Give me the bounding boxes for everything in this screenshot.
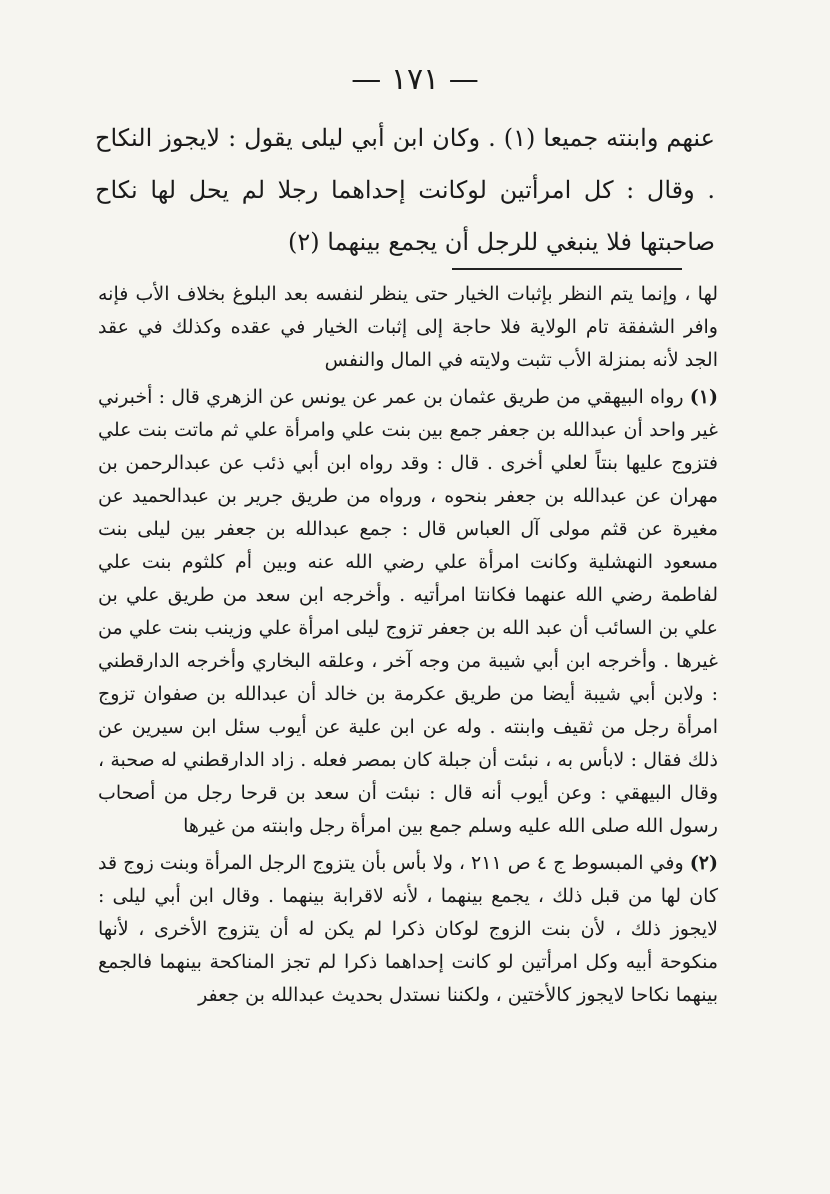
footnote-2-text: وفي المبسوط ج ٤ ص ٢١١ ، ولا بأس بأن يتزوج الرجل المرأة وبنت زوج قد كان لها من قبل ذلك ، يجمع بينهما ، لأنه لاقرابة بينهما . وقال ابن أبي ليلى : لايجوز ذلك ، لأن بنت الزوج لوكان ذكرا لم يكن له أن يتزوج الأخرى ، لأنها منكوحة أبيه وكل امرأتين لو كانت إحداهما ذكرا لم تجز المناكحة بينهما فالجمع بينهما نكاحا لايجوز كالأختين ، ولكننا نستدل بحديث عبدالله بن جعفر	[98, 852, 718, 1006]
main-paragraph: عنهم وابنته جميعا (١) . وكان ابن أبي ليلى يقول : لايجوز النكاح . وقال : كل امرأتين لوكانت إحداهما رجلا لم يحل لها نكاح صاحبتها فلا ينبغي للرجل أن يجمع بينهما (٢)	[95, 124, 715, 256]
footnote-2-marker: (٢)	[689, 852, 718, 874]
footnote-1-text: رواه البيهقي من طريق عثمان بن عمر عن يونس عن الزهري قال : أخبرني غير واحد أن عبدالله بن جعفر جمع بين بنت علي وامرأة علي ثم ماتت بنت علي فتزوج عليها بنتاً لعلي أخرى . قال : وقد رواه ابن أبي ذئب عن عبدالرحمن بن مهران عن عبدالله بن جعفر بنحوه ، ورواه من طريق جرير بن عبدالحميد عن مغيرة عن قثم مولى آل العباس قال : جمع عبدالله بن جعفر بين ليلى بنت مسعود النهشلية وكانت امرأة علي رضي الله عنه وبين أم كلثوم بنت علي لفاطمة رضي الله عنهما فكانتا امرأتيه . وأخرجه ابن سعد من طريق علي بن علي بن السائب أن عبد الله بن جعفر تزوج ليلى امرأة علي وزينب بنت علي من غيرها . وأخرجه ابن أبي شيبة من وجه آخر ، وعلقه البخاري وأخرجه الدارقطني : ولابن أبي شيبة أيضا من طريق عكرمة بن خالد أن عبدالله بن صفوان تزوج امرأة رجل من ثقيف وابنته . وله عن ابن علية عن أيوب سئل ابن سيرين عن ذلك فقال : لابأس به ، نبئت أن جبلة كان بمصر فعله . زاد الدارقطني له صحبة ، وقال البيهقي : وعن أيوب أنه قال : نبئت أن سعد بن قرحا رجل من أصحاب رسول الله صلى الله عليه وسلم جمع بين امرأة رجل وابنته من غيرها	[98, 386, 718, 837]
page-number: — ١٧١ —	[351, 62, 479, 97]
footnote-1	[98, 381, 718, 843]
main-text	[95, 112, 715, 268]
footnotes	[98, 278, 718, 1012]
footnote-separator	[452, 268, 682, 270]
footnote-continuation: لها ، وإنما يتم النظر بإثبات الخيار حتى ينظر لنفسه بعد البلوغ بخلاف الأب فإنه وافر الشفقة تام الولاية فلا حاجة إلى إثبات الخيار في عقده وكذلك في عقد الجد لأنه بمنزلة الأب تثبت ولايته في المال والنفس	[98, 283, 718, 371]
footnote-2	[98, 847, 718, 1012]
footnote-1-marker: (١)	[689, 386, 719, 408]
